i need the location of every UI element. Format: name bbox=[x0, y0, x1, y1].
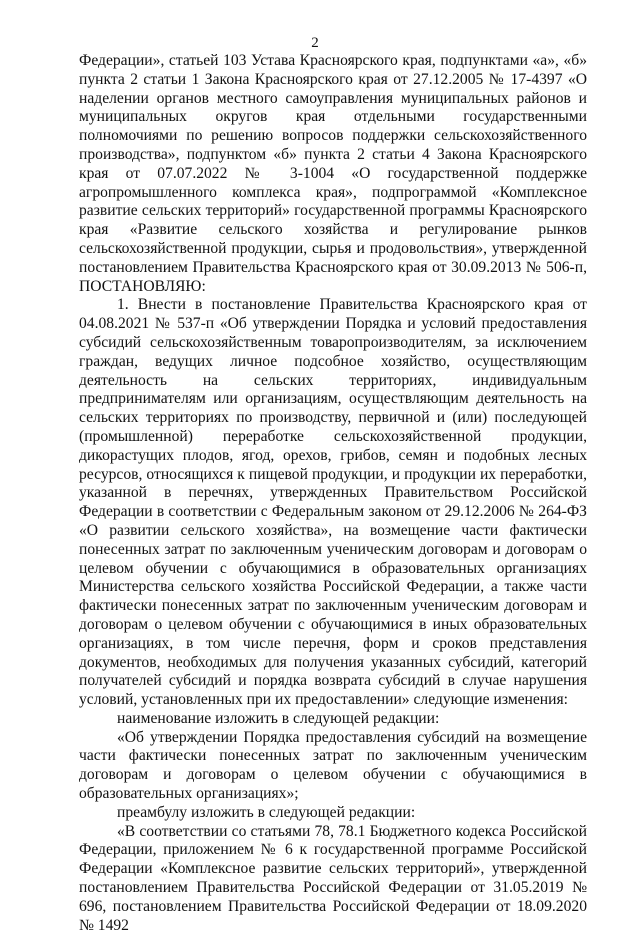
new-preamble-paragraph: «В соответствии со статьями 78, 78.1 Бюджетного кодекса Российской Федерации, приложением № 6 к государственной программе Российской Федерации «Комплексное развитие сельских территорий», утвержденной постановлением Правительства Российской Федерации от 31.05.2019 № 696, постановлением Правительства Российской Федерации от 18.09.2020 № 1492 bbox=[79, 822, 587, 934]
amendment-item-1-paragraph: 1. Внести в постановление Правительства Красноярского края от 04.08.2021 № 537-п «Об утверждении Порядка и условий предоставления субсидий сельскохозяйственным товаропроизводителям, за исключением граждан, ведущих личное подсобное хозяйство, осуществляющим деятельность на сельских территориях, индивидуальным предпринимателям или организациям, осуществляющим деятельность на сельских территориях по производству, первичной и (или) последующей (промышленной) переработке сельскохозяйственной продукции, дикорастущих плодов, ягод, орехов, грибов, семян и подобных лесных ресурсов, относящихся к пищевой продукции, и продукции их переработки, указанной в перечнях, утвержденных Правительством Российской Федерации в соответствии с Федеральным законом от 29.12.2006 № 264-ФЗ «О развитии сельского хозяйства», на возмещение части фактически понесенных затрат по заключенным ученическим договорам и договорам о целевом обучении с обучающимися в образовательных организациях Министерства сельского хозяйства Российской Федерации, а также части фактически понесенных затрат по заключенным ученическим договорам и договорам о целевом обучении с обучающимися в иных образовательных организациях, в том числе перечня, форм и сроков представления документов, необходимых для получения указанных субсидий, категорий получателей субсидий и порядка возврата субсидий в случае нарушения условий, установленных при их предоставлении» следующие изменения: bbox=[79, 296, 587, 709]
document-body bbox=[79, 52, 587, 935]
new-title-paragraph: «Об утверждении Порядка предоставления субсидий на возмещение части фактически понесенных затрат по заключенным ученическим договорам и договорам о целевом обучении с обучающимися в образовательных организациях»; bbox=[79, 728, 587, 803]
preamble-continuation-paragraph: Федерации», статьей 103 Устава Красноярского края, подпунктами «а», «б» пункта 2 статьи 1 Закона Красноярского края от 27.12.2005 № 17-4397 «О наделении органов местного самоуправления муниципальных районов и муниципальных округов края отдельными государственными полномочиями по решению вопросов поддержки сельскохозяйственного производства», подпунктом «б» пункта 2 статьи 4 Закона Красноярского края от 07.07.2022 № 3-1004 «О государственной поддержке агропромышленного комплекса края», подпрограммой «Комплексное развитие сельских территорий» государственной программы Красноярского края «Развитие сельского хозяйства и регулирование рынков сельскохозяйственной продукции, сырья и продовольствия», утвержденной постановлением Правительства Красноярского края от 30.09.2013 № 506-п, ПОСТАНОВЛЯЮ: bbox=[79, 52, 587, 295]
page-number: 2 bbox=[311, 35, 319, 51]
preamble-change-intro-paragraph: преамбулу изложить в следующей редакции: bbox=[117, 803, 416, 821]
title-change-intro-paragraph: наименование изложить в следующей редакции: bbox=[117, 709, 440, 727]
